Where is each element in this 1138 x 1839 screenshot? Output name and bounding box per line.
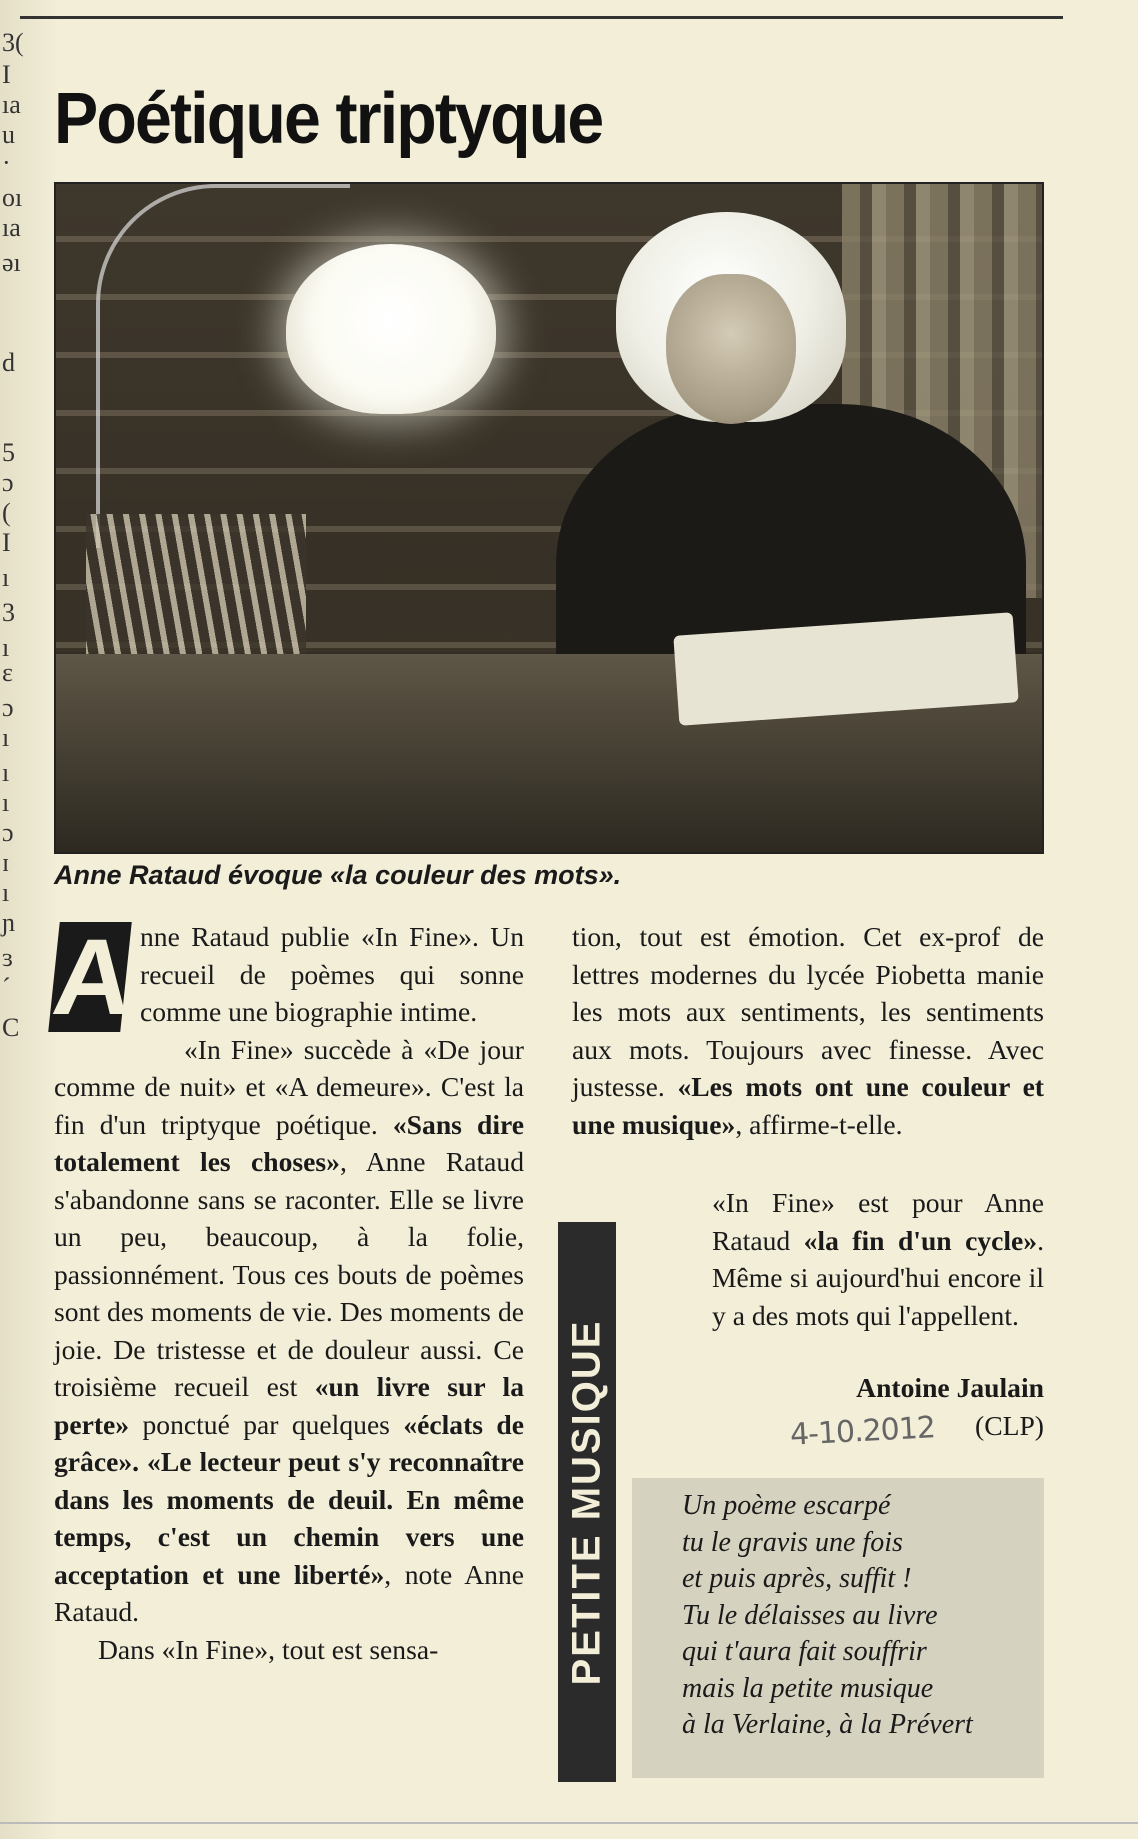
quote-bold: «éclats de grâce». «Le lecteur peut s'y reconnaître dans les moments de deuil. En même temps, c'est un chemin vers une acceptation et une liberté»	[54, 1408, 524, 1590]
sidebar-label-text: PETITE MUSIQUE	[564, 1319, 609, 1685]
handwritten-date: 4-10.2012	[789, 1410, 936, 1453]
column-2-continued-body	[712, 1184, 1044, 1334]
photo-pen-holder	[86, 514, 306, 674]
margin-fragment: u	[2, 120, 15, 149]
paragraph	[572, 918, 1044, 1143]
margin-fragment: C	[2, 1013, 20, 1042]
text-run: Dans «In Fine», tout est sensa-	[98, 1633, 439, 1665]
margin-fragment: ı	[2, 723, 10, 752]
text-run: «In Fine» succède à «De jour comme de nuit» et «A demeure». C'est la fin d'un triptyque poétique.	[54, 1033, 524, 1140]
sidebar-label	[558, 1222, 616, 1782]
margin-fragment: I	[2, 528, 11, 557]
quote-bold: «la fin d'un cycle»	[803, 1224, 1038, 1256]
quote-bold: «Les mots ont une couleur et une musique»	[572, 1071, 1045, 1140]
margin-fragment: (	[2, 498, 11, 527]
article-photo	[54, 182, 1044, 854]
poem-line: tu le gravis une fois	[682, 1526, 903, 1558]
margin-fragment: ıa	[2, 213, 21, 242]
article-column-1	[47, 916, 525, 1668]
text-run: , Anne Rataud s'abandonne sans se raconter. Elle se livre un peu, beaucoup, à la folie, passionnément. Tous ces bouts de poèmes sont des moments de vie. Des moments de joie. De tristesse et de douleur aussi. Ce troisième recueil est	[54, 1146, 524, 1402]
text-run: ponctué par quelques	[129, 1408, 404, 1440]
byline-author: Antoine Jaulain	[856, 1372, 1044, 1403]
text-run: nne Rataud publie «In Fine». Un recueil de poèmes qui sonne comme une biographie intime.	[140, 921, 524, 1027]
margin-fragment: ıa	[2, 90, 21, 119]
poem-lines	[682, 1488, 1036, 1744]
text-run: «In Fine» est pour Anne Rataud	[712, 1187, 1044, 1256]
text-run: . Même si aujourd'hui encore il y a des mots qui l'appellent.	[712, 1224, 1044, 1331]
margin-fragment: ˊ	[2, 973, 11, 1002]
photo-caption: Anne Rataud évoque «la couleur des mots».	[54, 860, 622, 890]
margin-fragment: 3	[2, 598, 15, 627]
margin-fragment: oı	[2, 183, 23, 212]
headline: Poétique triptyque	[54, 79, 603, 159]
photo-person-face	[666, 274, 796, 424]
margin-fragment: ı	[2, 563, 10, 592]
margin-fragment: ɜ	[2, 943, 13, 972]
text-run: tion, tout est émotion. Cet ex-prof de lettres modernes du lycée Piobetta manie les mots aux sentiments, les sentiments aux mots. Toujours avec finesse. Avec justesse.	[572, 921, 1044, 1102]
margin-fragment: ı	[2, 788, 10, 817]
margin-fragment: 3(	[2, 28, 24, 57]
article-column-2	[572, 918, 1044, 1143]
text-run: , note Anne Rataud.	[54, 1558, 524, 1627]
margin-fragment: ı	[2, 758, 10, 787]
margin-fragment: 5	[2, 438, 15, 467]
margin-fragment: ı	[2, 878, 10, 907]
text-run: , affirme-t-elle.	[735, 1108, 903, 1140]
article-column-2-continued	[712, 1184, 1044, 1334]
top-rule	[20, 16, 1063, 19]
margin-fragment: ɔ	[2, 818, 14, 847]
margin-fragment: ɪ	[2, 848, 10, 877]
bottom-rule	[0, 1822, 1138, 1824]
margin-fragment: d	[2, 348, 15, 377]
column-2-body	[572, 918, 1044, 1143]
poem-line: à la Verlaine, à la Prévert	[682, 1709, 973, 1740]
poem-line: Un poème escarpé	[682, 1490, 891, 1521]
poem-box	[632, 1478, 1044, 1778]
byline-agency: (CLP)	[975, 1410, 1044, 1441]
photo-lamp	[286, 244, 496, 414]
margin-fragment: ·	[2, 148, 11, 177]
paragraph	[54, 1031, 524, 1631]
paragraph	[54, 1631, 524, 1669]
paragraph	[712, 1184, 1044, 1334]
quote-bold: «un livre sur la perte»	[54, 1371, 525, 1440]
margin-fragment: ɔ	[2, 468, 14, 497]
drop-cap: A	[47, 916, 139, 1037]
quote-bold: «Sans dire totalement les choses»	[54, 1108, 524, 1177]
margin-fragment: ɛ	[2, 658, 13, 687]
poem-line: et puis après, suffit !	[682, 1563, 912, 1594]
margin-fragment: ı	[2, 633, 10, 662]
margin-fragment: ɔ	[2, 693, 14, 722]
margin-fragment: I	[2, 60, 11, 89]
poem-line: qui t'aura fait souffrir	[682, 1636, 927, 1667]
poem-line: Tu le délaisses au livre	[682, 1599, 938, 1631]
margin-fragment: əı	[2, 248, 21, 277]
poem-line: mais la petite musique	[682, 1672, 934, 1704]
margin-fragment: ɲ	[2, 908, 15, 937]
